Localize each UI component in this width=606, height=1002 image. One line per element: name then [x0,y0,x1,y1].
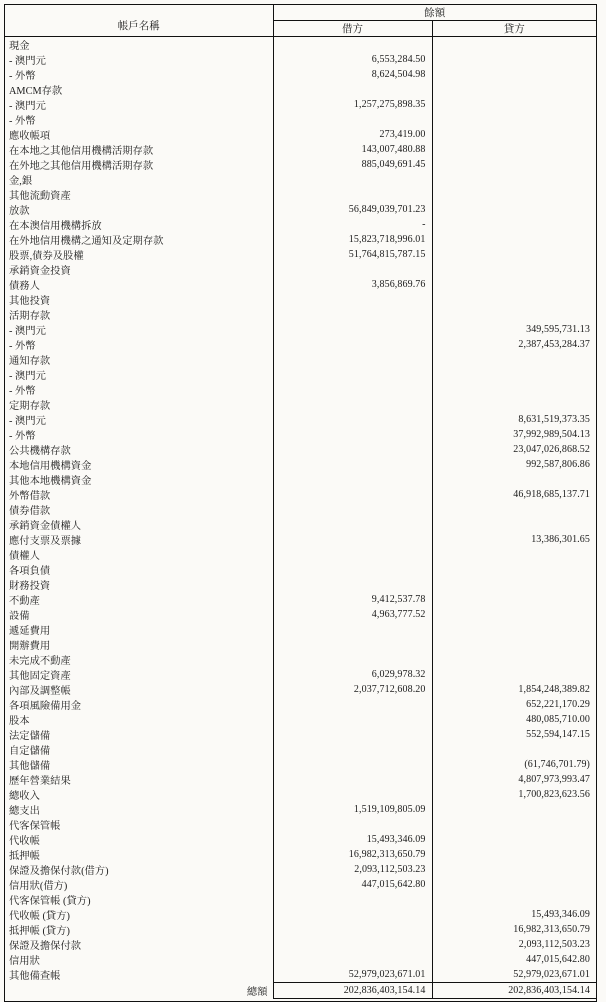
debit-cell [273,472,432,487]
debit-cell [273,517,432,532]
credit-cell [432,802,596,817]
credit-cell [432,577,596,592]
debit-cell [273,307,432,322]
debit-cell [273,82,432,97]
account-row [5,442,596,457]
account-name-cell: 總收入 [5,787,273,802]
account-row [5,367,596,382]
debit-cell: 52,979,023,671.01 [273,967,432,982]
debit-cell: 1,257,275,898.35 [273,97,432,112]
column-header-account-name: 帳戶名稱 [5,5,273,37]
debit-cell: 3,856,869.76 [273,277,432,292]
debit-cell [273,652,432,667]
debit-cell [273,892,432,907]
credit-cell [432,367,596,382]
account-name-cell: - 澳門元 [5,52,273,67]
account-row [5,127,596,142]
account-name-cell: 定期存款 [5,397,273,412]
credit-cell: 992,587,806.86 [526,459,590,470]
account-row [5,97,596,112]
account-row [5,157,596,172]
account-name-cell: 活期存款 [5,307,273,322]
account-name-cell: 各項風險備用金 [5,697,273,712]
account-row [5,937,596,952]
credit-cell [432,817,596,832]
account-row [5,802,596,817]
debit-cell [273,817,432,832]
credit-cell [432,157,596,172]
account-name-cell: - 澳門元 [5,322,273,337]
account-row [5,562,596,577]
debit-cell: 8,624,504.98 [273,67,432,82]
account-row [5,832,596,847]
account-row [5,532,596,547]
debit-cell [273,742,432,757]
account-name-cell: 信用狀 [5,952,273,967]
account-row [5,547,596,562]
account-name-cell: 股本 [5,712,273,727]
account-name-cell: 其他固定資產 [5,667,273,682]
account-row [5,292,596,307]
account-name-cell: 承銷資金投資 [5,262,273,277]
account-name-cell: 在外地之其他信用機構活期存款 [5,157,273,172]
account-row [5,577,596,592]
account-name-cell: 其他流動資產 [5,187,273,202]
debit-cell [273,727,432,742]
debit-cell: 885,049,691.45 [273,157,432,172]
account-row [5,592,596,607]
account-row [5,622,596,637]
debit-cell [273,382,432,397]
credit-cell [432,607,596,622]
account-name-cell: 抵押帳 [5,847,273,862]
account-row [5,952,596,967]
credit-cell [432,37,596,53]
account-row [5,397,596,412]
account-name-cell: 各項負債 [5,562,273,577]
credit-cell [432,592,596,607]
account-row [5,172,596,187]
debit-cell [273,112,432,127]
table-header [5,5,596,37]
credit-cell [432,847,596,862]
account-name-cell: 在本地之其他信用機構活期存款 [5,142,273,157]
account-name-cell: 其他備查帳 [5,967,273,982]
credit-cell: 349,595,731.13 [526,324,590,335]
account-name-cell: 外幣借款 [5,487,273,502]
debit-cell: 56,849,039,701.23 [273,202,432,217]
table-footer [5,982,596,998]
account-row [5,712,596,727]
credit-cell [432,622,596,637]
account-row [5,202,596,217]
debit-cell: 2,093,112,503.23 [273,862,432,877]
credit-cell [432,862,596,877]
credit-cell [432,637,596,652]
account-row [5,907,596,922]
debit-cell: 2,037,712,608.20 [273,682,432,697]
account-name-cell: - 澳門元 [5,412,273,427]
account-row [5,607,596,622]
credit-cell [432,892,596,907]
credit-cell [432,877,596,892]
credit-cell [432,652,596,667]
debit-cell [273,562,432,577]
account-row [5,502,596,517]
debit-cell [273,532,432,547]
account-row [5,637,596,652]
debit-cell: 51,764,815,787.15 [273,247,432,262]
account-name-cell: 其他儲備 [5,757,273,772]
debit-cell: 9,412,537.78 [273,592,432,607]
credit-cell [432,397,596,412]
debit-cell: 1,519,109,805.09 [273,802,432,817]
total-credit-value: 202,836,403,154.14 [432,982,596,998]
account-row [5,382,596,397]
account-name-cell: 代收帳 [5,832,273,847]
account-name-cell: - 外幣 [5,337,273,352]
debit-cell [273,397,432,412]
credit-cell [432,502,596,517]
account-row [5,742,596,757]
debit-cell [273,187,432,202]
account-name-cell: - 外幣 [5,427,273,442]
credit-cell [432,187,596,202]
debit-cell: 16,982,313,650.79 [273,847,432,862]
account-row [5,307,596,322]
account-name-cell: 保證及擔保付款(借方) [5,862,273,877]
debit-cell: - [273,217,432,232]
credit-cell [432,742,596,757]
debit-cell [273,952,432,967]
account-row [5,487,596,502]
account-row [5,232,596,247]
account-row [5,322,596,337]
debit-cell [273,322,432,337]
credit-cell [432,307,596,322]
credit-cell [432,277,596,292]
debit-cell [273,937,432,952]
account-name-cell: 代客保管帳 (貸方) [5,892,273,907]
account-name-cell: 債務人 [5,277,273,292]
debit-cell [273,577,432,592]
account-row [5,667,596,682]
credit-cell [432,232,596,247]
credit-cell: 1,854,248,389.82 [518,684,590,695]
debit-cell [273,442,432,457]
total-row [5,982,596,998]
debit-cell [273,262,432,277]
account-row [5,862,596,877]
account-name-cell: 設備 [5,607,273,622]
account-row [5,697,596,712]
credit-cell: 2,093,112,503.23 [518,939,590,950]
account-name-cell: 不動產 [5,592,273,607]
account-name-cell: 總支出 [5,802,273,817]
credit-cell: 13,386,301.65 [531,534,590,545]
debit-cell [273,457,432,472]
credit-cell: 15,493,346.09 [531,909,590,920]
debit-cell: 273,419.00 [273,127,432,142]
account-row [5,352,596,367]
debit-cell [273,787,432,802]
credit-cell [432,667,596,682]
total-debit-value: 202,836,403,154.14 [273,982,432,998]
credit-cell [432,127,596,142]
account-name-cell: 在本澳信用機構拆放 [5,217,273,232]
debit-cell [273,292,432,307]
account-row [5,277,596,292]
debit-cell [273,172,432,187]
debit-cell [273,367,432,382]
debit-cell: 6,553,284.50 [273,52,432,67]
account-row [5,787,596,802]
credit-cell [432,82,596,97]
debit-cell: 15,823,718,996.01 [273,232,432,247]
account-name-cell: 通知存款 [5,352,273,367]
debit-cell [273,487,432,502]
account-row [5,817,596,832]
credit-cell [432,562,596,577]
credit-cell [432,517,596,532]
credit-cell: 52,979,023,671.01 [513,968,590,980]
account-name-cell: AMCM存款 [5,82,273,97]
account-name-cell: 內部及調整帳 [5,682,273,697]
account-row [5,82,596,97]
account-row [5,67,596,82]
account-row [5,337,596,352]
credit-cell [432,142,596,157]
account-name-cell: 自定儲備 [5,742,273,757]
account-name-cell: 未完成不動產 [5,652,273,667]
account-row [5,187,596,202]
credit-cell [432,202,596,217]
credit-cell [432,112,596,127]
credit-cell [432,352,596,367]
credit-cell: 8,631,519,373.35 [518,414,590,425]
account-name-cell: 現金 [5,37,273,53]
account-name-cell: 代客保管帳 [5,817,273,832]
debit-cell: 15,493,346.09 [273,832,432,847]
credit-cell: 552,594,147.15 [526,729,590,740]
account-row [5,247,596,262]
account-name-cell: 其他本地機構資金 [5,472,273,487]
account-name-cell: 承銷資金債權人 [5,517,273,532]
credit-cell [432,247,596,262]
debit-cell [273,337,432,352]
debit-cell [273,352,432,367]
debit-cell: 4,963,777.52 [273,607,432,622]
account-name-cell: 應收帳項 [5,127,273,142]
account-row [5,652,596,667]
debit-cell: 447,015,642.80 [273,877,432,892]
total-label: 總額 [5,982,273,998]
debit-cell [273,772,432,787]
debit-cell [273,712,432,727]
credit-cell [432,262,596,277]
account-name-cell: 信用狀(借方) [5,877,273,892]
debit-cell [273,622,432,637]
account-name-cell: 本地信用機構資金 [5,457,273,472]
account-name-cell: 股票,債券及股權 [5,247,273,262]
account-row [5,427,596,442]
account-name-cell: 金,銀 [5,172,273,187]
account-name-cell: 抵押帳 (貸方) [5,922,273,937]
account-name-cell: - 澳門元 [5,97,273,112]
account-row [5,37,596,53]
debit-cell [273,907,432,922]
account-name-cell: - 外幣 [5,382,273,397]
account-row [5,457,596,472]
account-name-cell: - 澳門元 [5,367,273,382]
debit-cell [273,502,432,517]
credit-cell [432,547,596,562]
account-row [5,772,596,787]
account-name-cell: 債券借款 [5,502,273,517]
column-header-credit: 貸方 [432,21,596,37]
account-name-cell: 公共機構存款 [5,442,273,457]
account-name-cell: 法定儲備 [5,727,273,742]
credit-cell: 16,982,313,650.79 [513,924,590,935]
account-row [5,877,596,892]
account-name-cell: 其他投資 [5,292,273,307]
account-row [5,412,596,427]
debit-cell [273,547,432,562]
debit-cell [273,922,432,937]
credit-cell: 46,918,685,137.71 [513,489,590,500]
trial-balance-sheet [4,4,597,1002]
credit-cell: 2,387,453,284.37 [518,339,590,350]
column-header-balance: 餘額 [273,5,596,21]
account-name-cell: 債權人 [5,547,273,562]
credit-cell: 447,015,642.80 [526,954,590,965]
account-row [5,112,596,127]
debit-cell: 6,029,978.32 [273,667,432,682]
credit-cell: 4,807,973,993.47 [518,774,590,785]
debit-cell [273,757,432,772]
account-row [5,892,596,907]
credit-cell [432,217,596,232]
credit-cell: 37,992,989,504.13 [513,429,590,440]
account-row [5,52,596,67]
debit-cell [273,37,432,53]
account-name-cell: - 外幣 [5,112,273,127]
credit-cell [432,832,596,847]
account-name-cell: 歷年營業結果 [5,772,273,787]
account-name-cell: 代收帳 (貸方) [5,907,273,922]
account-row [5,967,596,982]
account-name-cell: 應付支票及票據 [5,532,273,547]
credit-cell [432,292,596,307]
credit-cell: 23,047,026,868.52 [513,444,590,455]
account-name-cell: 開辦費用 [5,637,273,652]
account-balance-table [5,5,596,999]
account-name-cell: 在外地信用機構之通知及定期存款 [5,232,273,247]
account-row [5,727,596,742]
credit-cell [432,472,596,487]
column-header-debit: 借方 [273,21,432,37]
credit-cell [432,67,596,82]
debit-cell [273,427,432,442]
account-row [5,217,596,232]
account-row [5,142,596,157]
credit-cell: 652,221,170.29 [526,699,590,710]
credit-cell [432,97,596,112]
account-row [5,682,596,697]
account-name-cell: 財務投資 [5,577,273,592]
account-row [5,472,596,487]
debit-cell: 143,007,480.88 [273,142,432,157]
credit-cell: 1,700,823,623.56 [518,789,590,800]
account-name-cell: 保證及擔保付款 [5,937,273,952]
account-name-cell: 放款 [5,202,273,217]
account-table-body [5,37,596,983]
credit-cell: 480,085,710.00 [526,714,590,725]
debit-cell [273,697,432,712]
account-row [5,262,596,277]
account-row [5,757,596,772]
account-row [5,847,596,862]
account-row [5,517,596,532]
credit-cell: (61,746,701.79) [524,759,590,770]
account-name-cell: 遞延費用 [5,622,273,637]
account-row [5,922,596,937]
account-name-cell: - 外幣 [5,67,273,82]
credit-cell [432,382,596,397]
credit-cell [432,172,596,187]
debit-cell [273,412,432,427]
debit-cell [273,637,432,652]
credit-cell [432,52,596,67]
